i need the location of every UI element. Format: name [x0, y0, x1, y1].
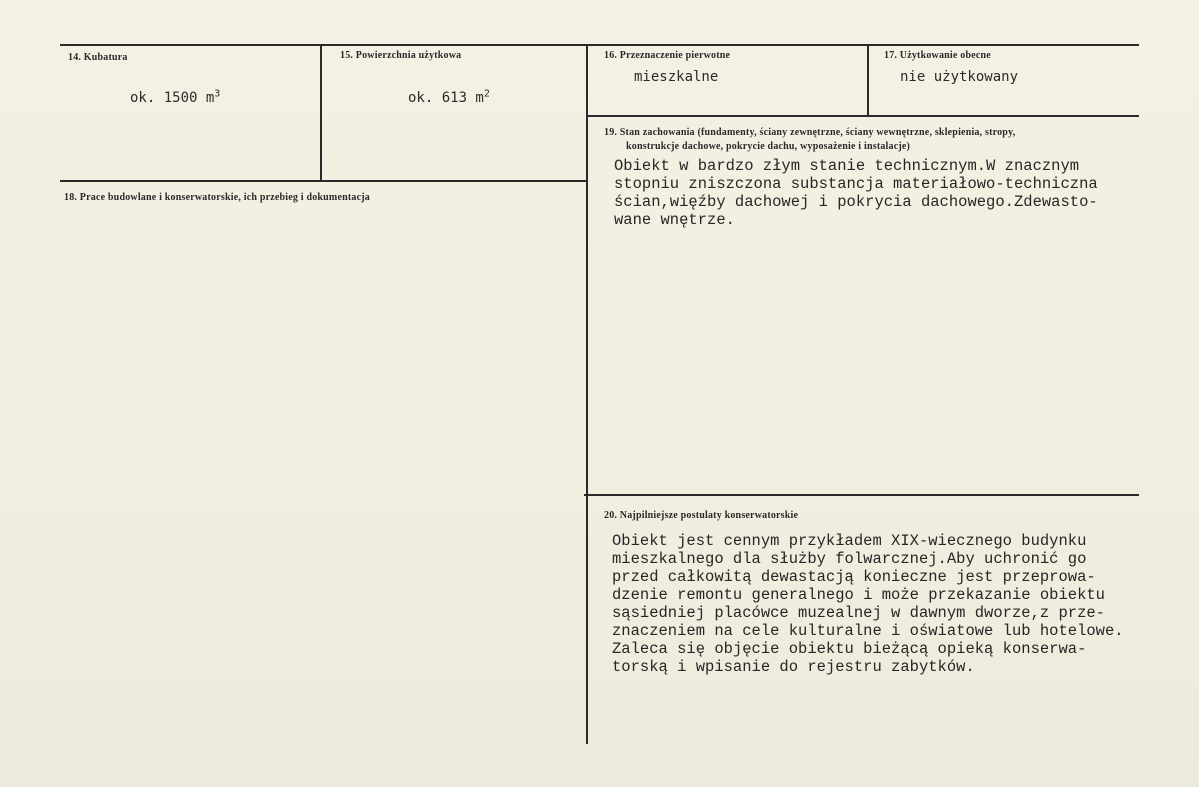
powierzchnia-label: 15. Powierzchnia użytkowa: [340, 50, 462, 61]
prace-budowlane-label: 18. Prace budowlane i konserwatorskie, ich przebieg i dokumentacja: [64, 192, 370, 203]
kubatura-value: ok. 1500 $m^3$: [130, 88, 221, 106]
przeznaczenie-value: mieszkalne: [634, 69, 719, 85]
postulaty-line: sąsiedniej placówce muzealnej w dawnym dworze,z prze-: [612, 604, 1105, 622]
stan-zachowania-label-1: 19. Stan zachowania (fundamenty, ściany zewnętrzne, ściany wewnętrzne, sklepienia, stropy,: [604, 127, 1016, 138]
uzytkowanie-label: 17. Użytkowanie obecne: [884, 50, 991, 61]
stan-line: wane wnętrze.: [614, 211, 735, 229]
postulaty-line: mieszkalnego dla służby folwarcznej.Aby uchronić go: [612, 550, 1087, 568]
postulaty-line: znaczeniem na cele kulturalne i oświatowe lub hotelowe.: [612, 622, 1124, 640]
top-border: [60, 44, 1139, 46]
przeznaczenie-label: 16. Przeznaczenie pierwotne: [604, 50, 731, 61]
stan-line: stopniu zniszczona substancja materiałowo-techniczna: [614, 175, 1098, 193]
vline-main: [586, 44, 588, 744]
postulaty-line: przed całkowitą dewastacją konieczne jest przeprowa-: [612, 568, 1096, 586]
stan-zachowania-label-2: konstrukcje dachowe, pokrycie dachu, wyposażenie i instalacje): [626, 141, 911, 152]
postulaty-line: Zaleca się objęcie obiektu bieżącą opieką konserwa-: [612, 640, 1087, 658]
stan-zachowania-text: [614, 157, 1098, 229]
postulaty-text: [612, 532, 1124, 676]
stan-line: Obiekt w bardzo złym stanie technicznym.W znacznym: [614, 157, 1080, 175]
vline-14-15: [320, 44, 322, 181]
kubatura-label: 14. Kubatura: [68, 52, 128, 63]
divider-section20: [584, 494, 1139, 496]
postulaty-line: dzenie remontu generalnego i może przekazanie obiektu: [612, 586, 1105, 604]
vline-16-17: [867, 44, 869, 116]
divider-row1-left: [60, 180, 588, 182]
postulaty-label: 20. Najpilniejsze postulaty konserwatorskie: [604, 510, 799, 521]
stan-line: ścian,więźby dachowej i pokrycia dachowego.Zdewasto-: [614, 193, 1098, 211]
postulaty-line: torską i wpisanie do rejestru zabytków.: [612, 658, 975, 676]
divider-row1-right: [588, 115, 1139, 117]
powierzchnia-value: ok. 613 $m^2$: [408, 88, 490, 106]
postulaty-line: Obiekt jest cennym przykładem XIX-wiecznego budynku: [612, 532, 1087, 550]
uzytkowanie-value: nie użytkowany: [900, 69, 1019, 85]
